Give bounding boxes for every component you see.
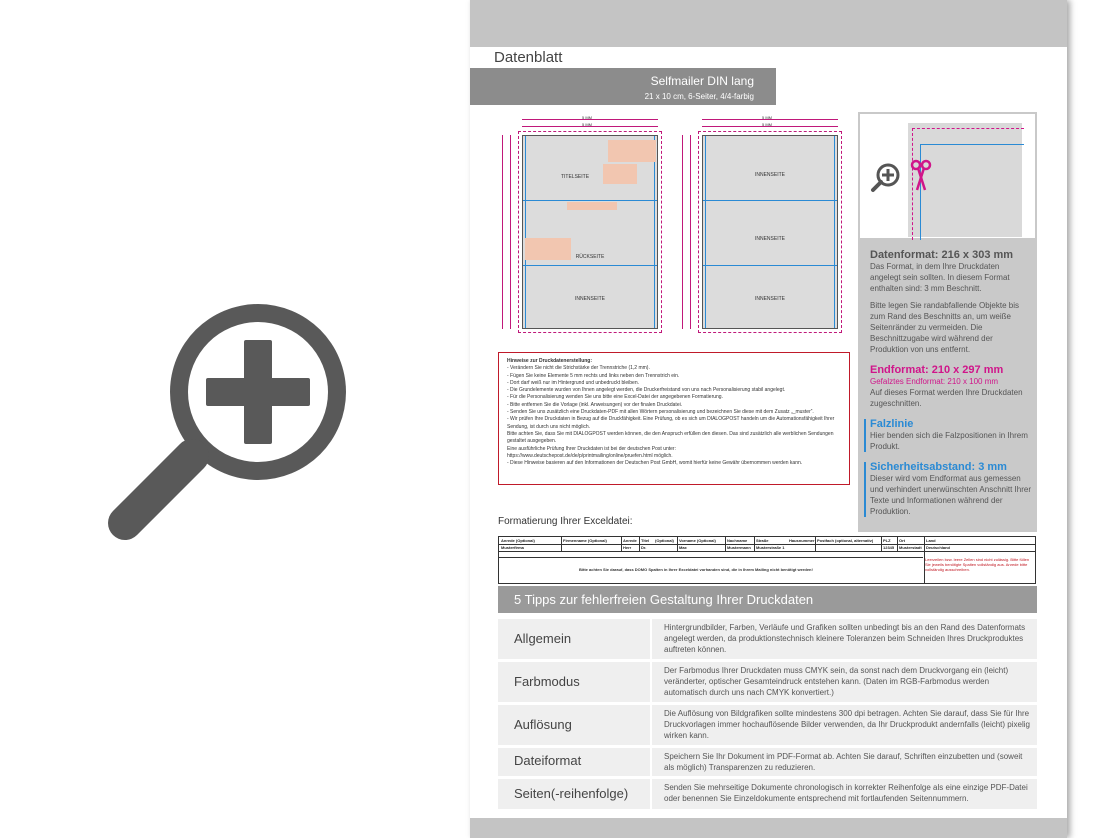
dim-top-2: 5 MM: [582, 122, 592, 127]
excel-cell: Herr: [623, 545, 632, 550]
excel-cell: Max: [679, 545, 687, 550]
tip-text: Senden Sie mehrseitige Dokumente chronologisch in korrekter Reihenfolge als eine einzige PDF-Datei oder benennen Sie Einzeldokumente entsprechend mit fortlaufenden Seitennummern.: [664, 783, 1028, 803]
tips-header: 5 Tipps zur fehlerfreien Gestaltung Ihrer Druckdaten: [498, 586, 1037, 613]
excel-cell: 12345: [883, 545, 895, 550]
excel-header: (Optional): [655, 538, 674, 543]
excel-header: PLZ: [883, 538, 891, 543]
excel-format-table: [498, 536, 1036, 584]
excel-header: Anrede (Optional): [501, 538, 535, 543]
datenformat-title: Datenformat: 216 x 303 mm: [870, 249, 1014, 261]
notes-line: - Wir prüfen Ihre Druckdaten in Bezug auf die Druckfähigkeit. Eine Prüfung, ob es sich um DIALOGPOST handeln um die Automationsfähigkeit Ihrer Sendung, ist durch uns nicht möglich.: [507, 416, 835, 430]
tip-label: Allgemein: [514, 631, 572, 646]
notes-line: - Senden Sie uns zusätzlich eine Druckdaten-PDF mit allen Wörtern personalisierung und bezeichnen Sie diese mit dem Zusatz „_muster“.: [507, 409, 814, 416]
tip-text: Der Farbmodus Ihrer Druckdaten muss CMYK sein, da sonst nach dem Druckvorgang ein (leicht) veränderter, optischer Gesamteindruck entstehen kann. (Daten im RGB-Farbmodus werden automatisch durch uns nach CMYK konvertiert.): [664, 666, 1009, 697]
excel-header: Anrede: [623, 538, 637, 543]
sheet-top-band: [470, 0, 1067, 47]
franking-zone: [567, 202, 617, 210]
zoom-detail-text: [870, 244, 1032, 517]
excel-cell: Mustermann: [727, 545, 751, 550]
banner-title: Selfmailer DIN lang: [650, 74, 754, 88]
tip-row: [498, 619, 1037, 659]
excel-header: Nachname: [727, 538, 748, 543]
excel-note: Bitte achten Sie darauf, dass DOMO Spalten in Ihrer Exceldatei vorhanden sind, die in Ihrem Mailing nicht benötigt werden!: [579, 567, 813, 572]
sicherheit-text: Dieser wird vom Endformat aus gemessen und verhindert unerwünschten Anschnitt Ihrer Texte und Informationen während der Produktion.: [870, 474, 1031, 516]
notes-line: - Die Grundelemente wurden von Ihnen angelegt werden, die Druckerfreistand von uns nach Personalisierung stabil angelegt.: [507, 387, 786, 394]
sicherheit-title: Sicherheitsabstand: 3 mm: [870, 461, 1007, 473]
falzlinie-title: Falzlinie: [870, 418, 914, 430]
excel-header: Postfach (optional, alternativ): [817, 538, 874, 543]
page-outline: [702, 135, 838, 329]
notes-line: - Bitte entfernen Sie die Vorlage (inkl. Anweisungen) vor der finalen Druckdatei.: [507, 401, 683, 408]
label-innenseite: INNENSEITE: [574, 296, 605, 302]
label-innenseite-2: INNENSEITE: [754, 236, 785, 242]
page-outline: [522, 135, 658, 329]
excel-title: Formatierung Ihrer Exceldatei:: [498, 516, 633, 527]
tip-label: Dateiformat: [514, 753, 582, 768]
label-innenseite-3: INNENSEITE: [754, 296, 785, 302]
tip-text: Hintergrundbilder, Farben, Verläufe und Grafiken sollten unbedingt bis an den Rand des Datenformats angelegt werden, da produktionstechnisch kleinere Toleranzen beim Schneiden Ihres Druckproduktes auftreten können.: [664, 623, 1026, 654]
notes-line: - Dort darf weiß nur im Hintergrund und unbedruckt bleiben.: [507, 379, 640, 386]
excel-header: Hausnummer: [789, 538, 815, 543]
product-banner: [470, 68, 776, 105]
datasheet-tab: Datenblatt: [470, 47, 591, 68]
falzlinie-text: Hier benden sich die Falzpositionen in Ihrem Produkt.: [870, 431, 1028, 451]
excel-cell: Deutschland: [926, 545, 951, 550]
notes-line: Eine ausführliche Prüfung Ihrer Druckdaten ist bei der deutschen Post unter:: [507, 445, 676, 452]
tip-row: [498, 779, 1037, 809]
tip-label: Seiten(-reihenfolge): [514, 786, 629, 801]
datasheet-page: [470, 0, 1067, 838]
datenformat-text-2: Bitte legen Sie randabfallende Objekte bis zum Rand des Beschnitts an, um weiße Seitenränder zu vermeiden. Die Beschnittzugabe wird während der Produktion von uns entfernt.: [870, 301, 1019, 354]
excel-header: Straße: [756, 538, 769, 543]
notes-line: - Für die Personalisierung wenden Sie uns bitte eine Excel-Datei der angegebenen Formatierung.: [507, 394, 723, 401]
dim-top-1: 5 MM: [582, 115, 592, 120]
endformat-sub: Gefalztes Endformat: 210 x 100 mm: [870, 377, 999, 386]
dim-top-1: 5 MM: [762, 115, 772, 120]
tip-text: Speichern Sie Ihr Dokument im PDF-Format ab. Achten Sie darauf, Schriften einzubetten und (soweit als möglich) Transparenzen zu reduzieren.: [664, 752, 1023, 772]
excel-header: Titel: [641, 538, 650, 543]
notes-title: Hinweise zur Druckdatenerstellung:: [507, 358, 593, 364]
excel-header: Vorname (Optional): [679, 538, 716, 543]
notes-line: Bitte achten Sie, dass Sie mit DIALOGPOST werden können, die den Anspruch erfüllen den diesen. Das sind zusätzlich alle werblichen Sendungen gestaltet ausgegeben.: [507, 430, 834, 445]
layout-diagram-outside: [498, 113, 660, 333]
endformat-text: Auf dieses Format werden Ihre Druckdaten zugeschnitten.: [870, 388, 1023, 408]
notes-line: - Diese Hinweise basieren auf den Informationen der Deutschen Post GmbH, womit hierfür keine Gewähr übernommen werden kann.: [507, 460, 803, 467]
layout-diagram-inside: [678, 113, 840, 333]
notes-line: - Fügen Sie keine Elemente 5 mm rechts und links neben den Trennstrich ein.: [507, 372, 680, 379]
excel-red-note: Leerzeilen bzw. leere Zellen sind nicht zulässig. Bitte füllen Sie jeweils benötigte Spalten vollständig aus. Anrede bitte vollständig ausschreiben.: [925, 557, 1030, 572]
scissors-icon: [910, 158, 932, 192]
zoom-detail-image: [860, 114, 1035, 238]
print-notes-box: [498, 352, 850, 485]
excel-header: Firmenname (Optional): [563, 538, 607, 543]
tip-row: [498, 705, 1037, 745]
notes-line: - Verändern Sie nicht die Strichstärke der Trennstriche (1,2 mm).: [507, 365, 650, 372]
tip-label: Auflösung: [514, 717, 572, 732]
label-rueckseite: RÜCKSEITE: [575, 254, 605, 260]
small-zoom-icon[interactable]: [870, 162, 902, 194]
label-titelseite: TITELSEITE: [560, 174, 590, 180]
excel-cell: Musterfirma: [501, 545, 524, 550]
excel-cell: Musterstadt: [899, 545, 922, 550]
excel-header: Land: [926, 538, 936, 543]
tip-row: [498, 748, 1037, 776]
tip-label: Farbmodus: [514, 674, 580, 689]
sheet-bottom-band: [470, 818, 1067, 838]
excel-header: Ort: [899, 538, 905, 543]
tip-row: [498, 662, 1037, 702]
zoom-detail-panel: [858, 112, 1037, 532]
tip-text: Die Auflösung von Bildgrafiken sollte mindestens 300 dpi betragen. Achten Sie darauf, dass Sie für Ihre Druckvorlagen immer hochauflösende Bilder verwenden, da Ihr Druckprodukt andernfalls (leicht) pixelig wirken kann.: [664, 709, 1030, 740]
banner-subtitle: 21 x 10 cm, 6-Seiter, 4/4-farbig: [644, 92, 754, 101]
endformat-title: Endformat: 210 x 297 mm: [870, 364, 1004, 376]
datenformat-text: Das Format, in dem Ihre Druckdaten angelegt sein sollten. In diesem Format enthalten sind: 3 mm Beschnitt.: [870, 262, 1010, 293]
zoom-in-icon[interactable]: [95, 285, 365, 555]
dim-top-2: 5 MM: [762, 122, 772, 127]
address-zone: [608, 140, 656, 162]
excel-cell: Musterstraße 1: [756, 545, 785, 550]
excel-cell: Dr.: [641, 545, 647, 550]
notes-line: https://www.deutschepost.de/de/p/printmailing/online/pruefen.html möglich.: [507, 452, 673, 459]
label-innenseite-1: INNENSEITE: [754, 172, 785, 178]
